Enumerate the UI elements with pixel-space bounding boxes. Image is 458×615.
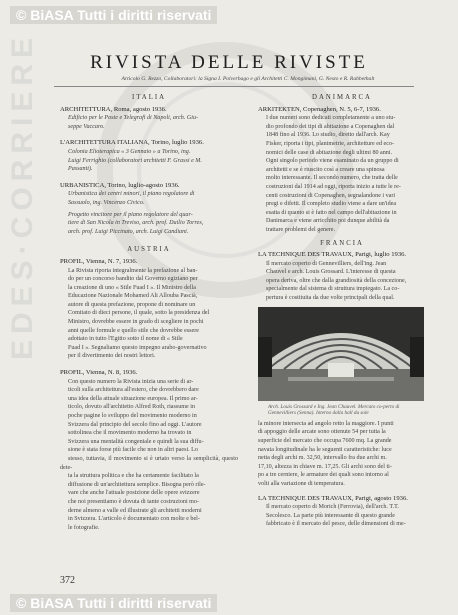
article-paragraph	[258, 114, 426, 234]
text-line: Colonia Elioterapica « 3 Gennaio » a Torino, ing.	[68, 148, 191, 155]
text-line: I due numeri sono dedicati completamente a uno stu-	[266, 115, 396, 122]
text-line: arch. prof. Luigi Piccinato, arch. Luigi Candiani.	[68, 228, 189, 235]
text-line: nomici delle case di abitazione degli ultimi 80 anni.	[266, 149, 393, 156]
entry-text	[60, 114, 238, 131]
text-line: anni quelle formule e quello stile che dovrebbe essere	[68, 327, 199, 334]
text-line: la creazione di uno « Stile Fuad I ». Il Ministro della	[68, 284, 196, 291]
text-line: Secolesco. La parte più interessante di questo grande	[266, 512, 395, 519]
text-line: le fotografie.	[68, 524, 100, 531]
page-subtitle: Articolo G. Rezzo, Collaboratori: la Signa I. Polverbago e gli Architetti C. Mongimani, G. Nesto e R. Rabbethalt	[121, 76, 375, 82]
text-line: architetti e se è riuscito così a creare una spinosa	[266, 166, 385, 173]
text-line: costruzioni dal 1914 ad oggi, riporta inizio a tutte le re-	[266, 183, 401, 190]
entry-title: PROFIL, Vienna, N. 8, 1936.	[60, 369, 138, 377]
article-paragraph	[60, 267, 238, 362]
text-line: esatta di quanto si è fatto nel campo dell'abitazione in	[266, 209, 397, 216]
text-line: Il mercato coperto di Gennevilliers, dell'ing. Jean	[266, 260, 387, 267]
section-heading-austria: AUSTRIA	[127, 246, 171, 254]
text-line: di appoggio delle arcate sono ottenute 54 per tutta la	[258, 429, 386, 436]
text-line: La Rivista riporta integralmente la prefazione al ban-	[68, 267, 198, 274]
watermark-banner-top: © BiASA Tutti i diritti riservati	[10, 6, 217, 24]
entry-title: L'ARCHITETTURA ITALIANA, Torino, luglio 1936.	[60, 139, 204, 147]
page-title: RIVISTA DELLE RIVISTE	[90, 52, 368, 73]
text-line: molto interessante. Il secondo numero, che tratta delle	[266, 175, 398, 182]
text-line: Con questo numero la Rivista inizia una serie di ar-	[68, 378, 194, 385]
entry-text	[60, 148, 238, 174]
text-line: Passanti).	[68, 166, 93, 173]
text-line: per il divertimento dei nostri lettori.	[68, 353, 156, 360]
text-line: Progetto vincitore per il piano regolatore del quar-	[68, 211, 193, 218]
text-line: seppe Vaccaro.	[68, 123, 105, 130]
right-column	[258, 92, 426, 529]
entry-text	[60, 190, 238, 207]
text-line: Edificio per le Poste e Telegrafi di Napoli, arch. Giu-	[68, 115, 199, 122]
text-line: do per un concorso bandito dal Governo egiziano per	[68, 276, 198, 283]
section-heading-danimarca: DANIMARCA	[312, 94, 372, 101]
text-line: la minore intersecta ad angolo retto la maggiore. I punti	[258, 420, 394, 427]
text-line: dio profondo dei tipi di abitazione a Copenaghen dal	[266, 123, 395, 130]
entry-text	[60, 211, 238, 237]
entry-title: PROFIL, Vienna, N. 7, 1936.	[60, 257, 138, 265]
market-hall-illustration	[258, 307, 424, 401]
text-line: diffusione di un'architettura semplice. Bisogna però rile-	[68, 481, 206, 488]
text-line: in Svizzera. L'articolo è documentato con molte e bel-	[68, 516, 200, 523]
text-line: Svizzera una mentalità congeniale e quindi la sua diffu-	[68, 438, 204, 445]
text-line: fabbricato è il mercato del pesce, delle dimensioni di me-	[266, 521, 406, 528]
header-divider	[54, 86, 414, 87]
text-line: tiere di San Nicola in Treviso, arch. prof. Duilio Torres,	[68, 220, 204, 227]
text-line: ticolo, dovuto all'architetto Alfred Roth, riassume in	[68, 404, 196, 411]
article-paragraph	[258, 420, 426, 489]
decorative-watermark: EDES·CORRIERE	[6, 31, 39, 360]
text-line: Danimarca e viene arricchito poi dunque abilità da	[266, 218, 390, 225]
text-line: Comitato di dieci persone, il quale, sotto la presidenza del	[68, 310, 210, 317]
entry-title: LA TECHNIQUE DES TRAVAUX, Parigi, agosto 1936.	[258, 494, 408, 502]
text-line: Fuad I ». Segnaliamo questo impegno arabo-governativo	[68, 344, 207, 351]
text-line: vare che anche l'attuale posizione delle opere svizzere	[68, 490, 200, 497]
text-line: Fisker, riporta i tipi, planimetrie, architetture ed eco-	[266, 140, 395, 147]
text-line: poche pagine lo sviluppo del movimento moderno in	[68, 413, 197, 419]
section-heading-italia: ITALIA	[131, 94, 167, 101]
text-line: netta degli archi m. 32,50, intervallo fra due archi m.	[258, 455, 387, 462]
left-column	[60, 92, 238, 532]
text-line: che noi presentiamo è dovuta di tante costruzioni mo-	[68, 498, 199, 505]
text-line: Ministro, dovrebbe essere in grado di scegliere in pochi	[68, 319, 204, 326]
text-line: pertura è costituita da due volte principali della qual.	[266, 295, 395, 302]
text-line: Il mercato coperto di Morich (Ferrovia), dell'arch. T.T.	[266, 504, 399, 511]
entry-title: LA TECHNIQUE DES TRAVAUX, Parigi, luglio 1936.	[258, 251, 407, 259]
text-line: Sassuolo, ing. Vincenzo Civico.	[68, 199, 145, 206]
text-line: stesso, tuttavia, il movimento si è urtato verso la semplicità, questo dete-	[60, 455, 238, 471]
text-line: autore di questa prefazione, propone di nominare un	[68, 301, 196, 308]
entry-title: URBANISTICA, Torino, luglio-agosto 1936.	[60, 181, 180, 189]
text-line: specialmente dal sistema di struttura impiegato. La co-	[266, 286, 400, 293]
entry-title: ARKITEKTEN, Copenaghen, N. 5, 6-7, 1936.	[258, 105, 381, 113]
watermark-banner-bottom: © BiASA Tutti i diritti riservati	[10, 594, 217, 612]
text-line: trattare problemi del genere.	[266, 226, 336, 233]
text-line: Ogni singolo periodo viene esaminato da un gruppo di	[266, 158, 399, 165]
text-line: sottolinea che il movimento moderno ha trovato in	[68, 430, 192, 437]
text-line: Svizzera dal principio del secolo fino ad oggi. L'autore	[68, 421, 202, 428]
text-line: volti alla variazione di temperatura.	[258, 481, 345, 487]
market-hall-photo	[258, 307, 424, 401]
text-line: ticoli sulla architettura all'estero, che dovrebbero dare	[68, 387, 199, 394]
text-line: una idea della attuale situazione europea. Il primo ar-	[68, 395, 198, 402]
text-line: 17,10, altezza in chiave m. 17,25. Gli archi sono del ti-	[258, 463, 392, 470]
page-number: 372	[60, 575, 75, 586]
text-line: pregi e difetti. Il completo studio viene a dare un'idea	[266, 201, 397, 208]
article-paragraph	[258, 260, 426, 303]
text-line: Chauvel e arch. Louis Grossard. L'interesse di questa	[266, 269, 396, 276]
text-line: Luigi Ferrighio (collaboratori architetti F. Grassi e M.	[68, 157, 202, 164]
text-line: derne almeno a valle ed illustrate gli architetti moderni	[68, 507, 202, 514]
section-heading-francia: FRANCIA	[320, 239, 364, 247]
entry-title: ARCHITETTURA, Roma, agosto 1936.	[60, 105, 167, 113]
text-line: adottato in tutto l'Egitto sotto il nome di « Stile	[68, 336, 183, 343]
photo-caption: Arch. Louis Grossard e Ing. Jean Chauvel. Mercato co-perto di Gennevilliers (Senna). Interno dalla hall du sole	[268, 403, 400, 417]
text-line: ta la struttura politica e che ha certamente facilitato la	[68, 473, 199, 480]
text-line: opera deriva, oltre che dalla grandiosità della concezione,	[266, 277, 407, 284]
text-line: po a tre cerniere, le armature dei quali sono intorno al	[258, 472, 389, 479]
text-line: sione è stata forse più facile che non in altri paesi. Lo	[68, 447, 198, 454]
text-line: centi costruzioni di Copenaghen, segnalandone i vari	[266, 192, 396, 199]
text-line: 1848 fino al 1936. Lo studio, diretto dall'arch. Kay	[266, 132, 390, 139]
text-line: Urbanistica dei centri minori, il piano regolatore di	[68, 191, 195, 198]
article-paragraph	[60, 378, 238, 533]
article-paragraph	[258, 503, 426, 529]
text-line: superficie del mercato che occupa 7600 mq. La grande	[258, 438, 392, 445]
text-line: Educazione Nazionale Mohamed Ali Allouba Pascià,	[68, 293, 198, 300]
text-line: navata longitudinale ha le seguenti caratteristiche: luce	[258, 446, 392, 453]
